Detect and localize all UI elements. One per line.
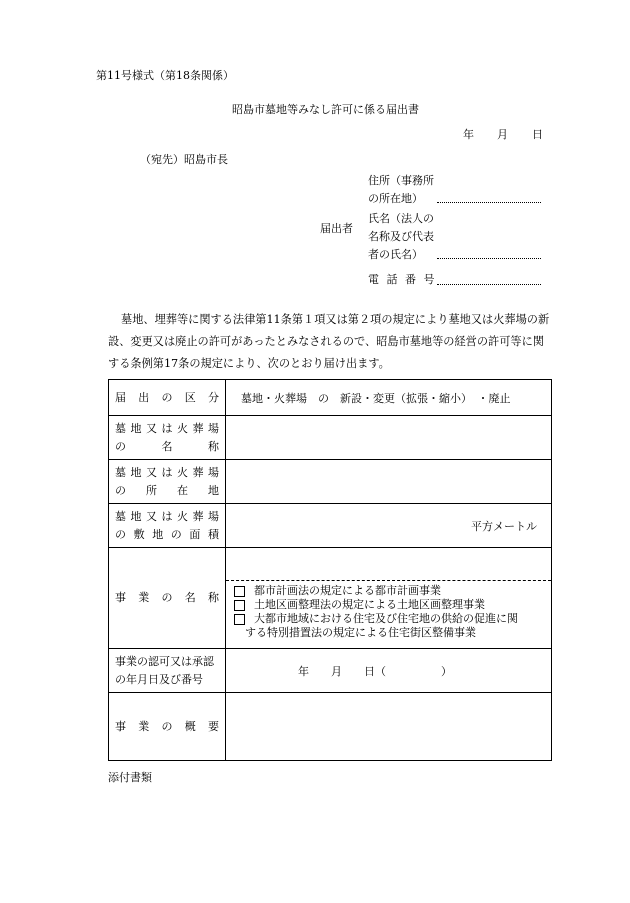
table-row-approval-date bbox=[109, 649, 552, 693]
address-field[interactable] bbox=[437, 202, 541, 203]
project-overview-label-cell bbox=[109, 693, 226, 761]
project-name-label-cell bbox=[109, 548, 226, 649]
phone-field[interactable] bbox=[437, 284, 541, 285]
facility-name-label-line2: の 名 称 bbox=[115, 439, 219, 453]
name-label-line3: 者の氏名） bbox=[368, 248, 423, 261]
site-area-label-line2: の 敷 地 の 面 積 bbox=[115, 527, 219, 541]
project-name-field[interactable] bbox=[226, 548, 551, 581]
approval-date-label-cell bbox=[109, 649, 226, 693]
name-field[interactable] bbox=[437, 258, 541, 259]
date-year: 年 bbox=[463, 128, 474, 141]
category-label-cell bbox=[109, 380, 226, 416]
project-name-cell bbox=[226, 548, 552, 649]
approval-date-text: 年 月 日（ ） bbox=[298, 664, 452, 678]
checkbox-city-planning[interactable] bbox=[234, 586, 245, 597]
facility-name-label-line1: 墓 地 又 は 火 葬 場 bbox=[115, 421, 219, 435]
approval-date-label-line2: の年月日及び番号 bbox=[115, 672, 203, 686]
body-line-3: する条例第17条の規定により、次のとおり届け出ます。 bbox=[108, 357, 390, 370]
table-row-project-overview bbox=[109, 693, 552, 761]
table-row-facility-name bbox=[109, 416, 552, 460]
name-label-line1: 氏名（法人の bbox=[368, 212, 434, 225]
checkbox-land-readjustment[interactable] bbox=[234, 600, 245, 611]
option-city-planning: 都市計画法の規定による都市計画事業 bbox=[234, 584, 551, 598]
category-value-cell[interactable] bbox=[226, 380, 552, 416]
category-label: 届 出 の 区 分 bbox=[115, 390, 219, 404]
facility-location-label-line1: 墓 地 又 は 火 葬 場 bbox=[115, 465, 219, 479]
approval-date-field[interactable] bbox=[226, 649, 552, 693]
document-title: 昭島市墓地等みなし許可に係る届出書 bbox=[232, 103, 419, 116]
address-label-line1: 住所（事務所 bbox=[368, 174, 434, 187]
table-row-site-area bbox=[109, 504, 552, 548]
facility-location-label-cell bbox=[109, 460, 226, 504]
applicant-label: 届出者 bbox=[320, 222, 353, 235]
notification-table bbox=[108, 379, 552, 761]
table-row-project-name bbox=[109, 548, 552, 649]
body-line-2: 設、変更又は廃止の許可があったとみなされるので、昭島市墓地等の経営の許可等に関 bbox=[108, 335, 544, 348]
date-day: 日 bbox=[532, 128, 543, 141]
category-value: 墓地・火葬場 の 新設・変更（拡張・縮小） ・廃止 bbox=[241, 391, 511, 405]
checkbox-housing-block[interactable] bbox=[234, 614, 245, 625]
addressee: （宛先）昭島市長 bbox=[140, 153, 228, 166]
body-line-1: 墓地、埋葬等に関する法律第11条第１項又は第２項の規定により墓地又は火葬場の新 bbox=[121, 313, 550, 326]
site-area-label-cell bbox=[109, 504, 226, 548]
facility-location-label-line2: の 所 在 地 bbox=[115, 483, 219, 497]
name-label-line2: 名称及び代表 bbox=[368, 230, 434, 243]
site-area-label-line1: 墓 地 又 は 火 葬 場 bbox=[115, 509, 219, 523]
approval-date-label-line1: 事業の認可又は承認 bbox=[115, 654, 214, 668]
date-month: 月 bbox=[497, 128, 508, 141]
project-overview-field[interactable] bbox=[226, 693, 552, 761]
project-overview-label: 事 業 の 概 要 bbox=[115, 719, 219, 733]
phone-label: 電 話 番 号 bbox=[368, 273, 437, 286]
facility-name-field[interactable] bbox=[226, 416, 552, 460]
option-housing-block-cont: する特別措置法の規定による住宅街区整備事業 bbox=[245, 626, 476, 639]
project-name-label: 事 業 の 名 称 bbox=[115, 591, 219, 604]
site-area-unit: 平方メートル bbox=[471, 519, 537, 533]
option-land-readjustment: 土地区画整理法の規定による土地区画整理事業 bbox=[234, 598, 551, 612]
form-number: 第11号様式（第18条関係） bbox=[96, 69, 234, 82]
site-area-field[interactable] bbox=[226, 504, 552, 548]
attachments-label: 添付書類 bbox=[108, 771, 152, 784]
table-row-category bbox=[109, 380, 552, 416]
address-label-line2: の所在地） bbox=[368, 192, 423, 205]
option-housing-block: 大都市地域における住宅及び住宅地の供給の促進に関 bbox=[234, 612, 551, 626]
facility-location-field[interactable] bbox=[226, 460, 552, 504]
table-row-facility-location bbox=[109, 460, 552, 504]
facility-name-label-cell bbox=[109, 416, 226, 460]
